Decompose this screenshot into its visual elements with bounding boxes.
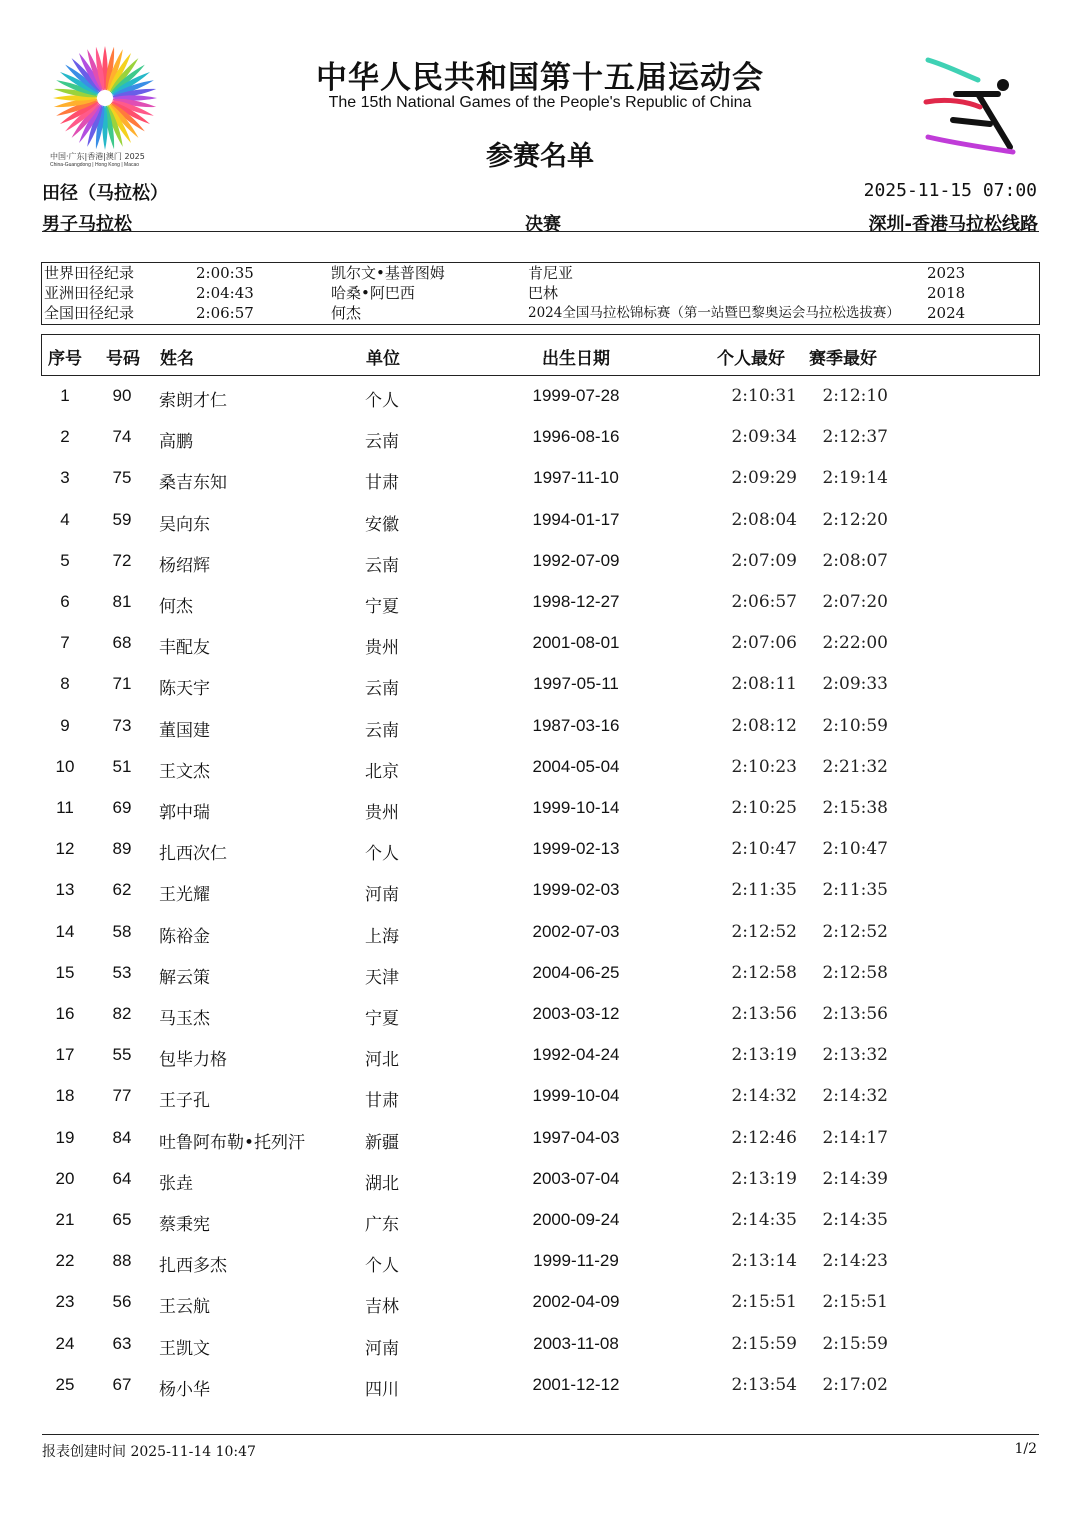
cell-name: 杨绍辉 bbox=[159, 555, 210, 576]
table-row bbox=[41, 747, 1038, 788]
cell-dob: 1987-03-16 bbox=[532, 715, 620, 735]
cell-dob: 2003-03-12 bbox=[532, 1004, 620, 1023]
cell-name: 陈裕金 bbox=[159, 926, 210, 947]
col-bib-header: 号码 bbox=[106, 349, 140, 369]
table-row bbox=[41, 829, 1038, 870]
cell-dob: 2002-07-03 bbox=[532, 921, 620, 941]
cell-unit: 河南 bbox=[365, 885, 399, 906]
cell-pb: 2:13:14 bbox=[731, 1251, 797, 1272]
record-athlete: 何杰 bbox=[331, 304, 362, 322]
cell-rank: 2 bbox=[60, 427, 70, 447]
record-time: 2:06:57 bbox=[196, 304, 254, 322]
col-pb-header: 个人最好 bbox=[717, 349, 785, 369]
cell-sb: 2:10:47 bbox=[822, 839, 888, 860]
cell-bib: 77 bbox=[112, 1086, 132, 1106]
cell-dob: 1997-05-11 bbox=[533, 674, 619, 694]
event-datetime: 2025-11-15 07:00 bbox=[863, 180, 1037, 201]
record-year: 2024 bbox=[927, 304, 966, 322]
cell-rank: 3 bbox=[60, 468, 70, 488]
cell-pb: 2:07:09 bbox=[731, 550, 797, 571]
cell-pb: 2:07:06 bbox=[731, 633, 797, 654]
cell-bib: 84 bbox=[112, 1127, 132, 1147]
table-row bbox=[41, 788, 1038, 829]
record-type: 亚洲田径纪录 bbox=[44, 284, 135, 302]
record-row bbox=[42, 303, 1039, 323]
cell-unit: 宁夏 bbox=[365, 1009, 399, 1029]
cell-dob: 1999-10-14 bbox=[532, 798, 620, 817]
cell-dob: 2000-09-24 bbox=[532, 1210, 620, 1229]
table-row bbox=[41, 953, 1038, 994]
record-year: 2018 bbox=[927, 284, 966, 302]
cell-unit: 云南 bbox=[365, 432, 399, 453]
logo-caption: 中国·广东|香港|澳门 2025 bbox=[50, 152, 145, 161]
cell-dob: 2003-07-04 bbox=[532, 1168, 620, 1188]
record-place: 巴林 bbox=[528, 284, 559, 302]
cell-rank: 15 bbox=[55, 962, 75, 982]
cell-sb: 2:15:38 bbox=[822, 798, 888, 818]
record-time: 2:04:43 bbox=[196, 284, 254, 302]
cell-bib: 72 bbox=[112, 550, 132, 570]
table-row bbox=[41, 1241, 1038, 1282]
table-row bbox=[41, 1282, 1038, 1323]
cell-name: 吴向东 bbox=[159, 514, 210, 535]
cell-sb: 2:19:14 bbox=[822, 468, 888, 489]
cell-rank: 7 bbox=[60, 633, 70, 653]
cell-sb: 2:14:39 bbox=[822, 1168, 888, 1189]
cell-dob: 1992-07-09 bbox=[532, 550, 620, 570]
cell-unit: 贵州 bbox=[365, 638, 399, 659]
cell-unit: 吉林 bbox=[365, 1297, 399, 1318]
cell-name: 王光耀 bbox=[159, 885, 210, 906]
cell-bib: 59 bbox=[112, 509, 132, 529]
cell-pb: 2:13:19 bbox=[731, 1045, 797, 1066]
cell-dob: 2002-04-09 bbox=[532, 1292, 620, 1312]
cell-dob: 1998-12-27 bbox=[532, 592, 620, 611]
cell-bib: 74 bbox=[112, 427, 132, 447]
cell-rank: 21 bbox=[55, 1210, 75, 1229]
cell-bib: 71 bbox=[112, 674, 132, 694]
cell-sb: 2:13:32 bbox=[822, 1045, 888, 1066]
cell-name: 桑吉东知 bbox=[159, 473, 227, 494]
cell-unit: 北京 bbox=[365, 761, 399, 782]
table-row bbox=[41, 417, 1038, 458]
cell-rank: 20 bbox=[55, 1168, 75, 1188]
record-row bbox=[42, 283, 1039, 303]
page-number: 1/2 bbox=[1014, 1441, 1037, 1457]
cell-name: 王云航 bbox=[159, 1297, 210, 1318]
cell-sb: 2:17:02 bbox=[822, 1374, 888, 1395]
cell-pb: 2:14:35 bbox=[731, 1210, 797, 1230]
cell-bib: 65 bbox=[112, 1210, 132, 1229]
record-athlete: 哈桑•阿巴西 bbox=[331, 284, 415, 302]
cell-sb: 2:12:58 bbox=[822, 962, 888, 983]
cell-pb: 2:08:12 bbox=[731, 715, 797, 736]
cell-bib: 64 bbox=[112, 1168, 132, 1188]
cell-sb: 2:14:35 bbox=[822, 1210, 888, 1230]
cell-bib: 82 bbox=[112, 1004, 132, 1023]
record-year: 2023 bbox=[927, 264, 966, 282]
cell-pb: 2:10:31 bbox=[731, 386, 797, 406]
cell-unit: 个人 bbox=[365, 391, 399, 411]
games-title-en: The 15th National Games of the People's Republic of China bbox=[328, 94, 752, 111]
cell-unit: 甘肃 bbox=[365, 1091, 399, 1112]
cell-bib: 58 bbox=[112, 921, 132, 941]
cell-dob: 2004-05-04 bbox=[532, 756, 620, 776]
cell-unit: 个人 bbox=[365, 1256, 399, 1277]
cell-rank: 4 bbox=[60, 509, 70, 529]
col-dob-header: 出生日期 bbox=[542, 349, 610, 369]
cell-pb: 2:12:46 bbox=[731, 1127, 797, 1148]
cell-rank: 12 bbox=[55, 839, 75, 859]
col-name-header: 姓名 bbox=[160, 349, 194, 369]
cell-unit: 甘肃 bbox=[365, 473, 399, 494]
cell-name: 包毕力格 bbox=[159, 1050, 227, 1071]
cell-bib: 88 bbox=[112, 1251, 132, 1271]
cell-unit: 贵州 bbox=[365, 803, 399, 823]
cell-unit: 广东 bbox=[365, 1215, 399, 1235]
table-row bbox=[41, 623, 1038, 664]
sport-name: 田径（马拉松） bbox=[42, 183, 168, 204]
cell-unit: 个人 bbox=[365, 844, 399, 865]
cell-sb: 2:10:59 bbox=[822, 715, 888, 736]
footer-divider bbox=[42, 1434, 1039, 1435]
cell-sb: 2:11:35 bbox=[822, 880, 888, 901]
cell-sb: 2:21:32 bbox=[822, 756, 888, 777]
cell-bib: 73 bbox=[112, 715, 132, 735]
cell-rank: 25 bbox=[55, 1374, 75, 1394]
table-row bbox=[41, 376, 1038, 417]
cell-rank: 11 bbox=[56, 798, 74, 817]
cell-bib: 53 bbox=[112, 962, 132, 982]
games-title-cn: 中华人民共和国第十五届运动会 bbox=[316, 60, 764, 96]
cell-unit: 云南 bbox=[365, 555, 399, 576]
cell-rank: 19 bbox=[55, 1127, 75, 1147]
cell-pb: 2:15:51 bbox=[731, 1292, 797, 1313]
cell-pb: 2:09:29 bbox=[731, 468, 797, 489]
table-row bbox=[41, 1035, 1038, 1076]
cell-bib: 62 bbox=[112, 880, 132, 900]
record-athlete: 凯尔文•基普图姆 bbox=[331, 264, 445, 282]
table-row bbox=[41, 1200, 1038, 1241]
cell-rank: 9 bbox=[60, 715, 70, 735]
cell-unit: 四川 bbox=[365, 1379, 399, 1400]
table-row bbox=[41, 1324, 1038, 1365]
cell-dob: 1999-10-04 bbox=[532, 1086, 620, 1106]
records-box bbox=[41, 262, 1040, 325]
cell-sb: 2:12:52 bbox=[822, 921, 888, 942]
cell-dob: 1999-07-28 bbox=[532, 386, 620, 405]
cell-name: 郭中瑞 bbox=[159, 803, 210, 823]
cell-sb: 2:14:23 bbox=[822, 1251, 888, 1272]
cell-dob: 1999-11-29 bbox=[533, 1251, 619, 1271]
event-venue: 深圳-香港马拉松线路 bbox=[868, 214, 1038, 235]
logo-caption-en: China-Guangdong | Hong Kong | Macao bbox=[50, 162, 140, 168]
record-time: 2:00:35 bbox=[196, 264, 254, 282]
cell-name: 索朗才仁 bbox=[159, 391, 227, 411]
record-type: 全国田径纪录 bbox=[44, 304, 135, 322]
cell-rank: 16 bbox=[55, 1004, 75, 1023]
cell-unit: 河北 bbox=[365, 1050, 399, 1071]
cell-pb: 2:11:35 bbox=[731, 880, 797, 901]
record-row bbox=[42, 263, 1039, 283]
cell-sb: 2:07:20 bbox=[822, 592, 888, 612]
cell-bib: 63 bbox=[112, 1333, 132, 1353]
table-header bbox=[41, 334, 1040, 376]
event-name: 男子马拉松 bbox=[42, 214, 132, 235]
cell-pb: 2:10:25 bbox=[731, 798, 797, 818]
cell-dob: 1999-02-13 bbox=[532, 839, 620, 859]
table-row bbox=[41, 541, 1038, 582]
record-place: 肯尼亚 bbox=[528, 264, 574, 282]
cell-bib: 55 bbox=[112, 1045, 132, 1065]
cell-rank: 22 bbox=[55, 1251, 75, 1271]
cell-name: 扎西次仁 bbox=[159, 844, 227, 865]
cell-name: 吐鲁阿布勒•托列汗 bbox=[159, 1132, 306, 1153]
report-created-time: 报表创建时间 2025-11-14 10:47 bbox=[42, 1444, 256, 1460]
cell-unit: 上海 bbox=[365, 926, 399, 947]
cell-name: 高鹏 bbox=[159, 432, 193, 453]
cell-rank: 13 bbox=[55, 880, 75, 900]
cell-sb: 2:12:20 bbox=[822, 509, 888, 530]
table-row bbox=[41, 1118, 1038, 1159]
table-row bbox=[41, 994, 1038, 1035]
record-place: 2024全国马拉松锦标赛（第一站暨巴黎奥运会马拉松选拔赛） bbox=[528, 305, 900, 321]
cell-pb: 2:13:19 bbox=[731, 1168, 797, 1189]
cell-pb: 2:08:04 bbox=[731, 509, 797, 530]
cell-name: 扎西多杰 bbox=[159, 1256, 227, 1277]
cell-unit: 宁夏 bbox=[365, 597, 399, 617]
cell-name: 丰配友 bbox=[159, 638, 210, 659]
cell-pb: 2:06:57 bbox=[731, 592, 797, 612]
cell-unit: 安徽 bbox=[365, 514, 399, 535]
cell-name: 何杰 bbox=[159, 597, 193, 617]
table-row bbox=[41, 664, 1038, 705]
cell-dob: 1999-02-03 bbox=[532, 880, 620, 900]
cell-dob: 1994-01-17 bbox=[532, 509, 620, 529]
cell-pb: 2:10:23 bbox=[731, 756, 797, 777]
cell-unit: 新疆 bbox=[365, 1132, 399, 1153]
cell-dob: 2001-12-12 bbox=[532, 1374, 620, 1394]
cell-sb: 2:15:59 bbox=[822, 1333, 888, 1354]
cell-bib: 51 bbox=[112, 756, 132, 776]
cell-dob: 1997-11-10 bbox=[533, 468, 619, 488]
cell-sb: 2:14:17 bbox=[822, 1127, 888, 1148]
cell-unit: 湖北 bbox=[365, 1173, 399, 1194]
cell-sb: 2:13:56 bbox=[822, 1004, 888, 1024]
cell-dob: 1997-04-03 bbox=[532, 1127, 620, 1147]
cell-sb: 2:09:33 bbox=[822, 674, 888, 695]
table-row bbox=[41, 1076, 1038, 1117]
list-title: 参赛名单 bbox=[486, 141, 594, 172]
cell-sb: 2:08:07 bbox=[822, 550, 888, 571]
cell-unit: 云南 bbox=[365, 679, 399, 700]
event-round: 决赛 bbox=[525, 214, 561, 235]
cell-pb: 2:09:34 bbox=[731, 427, 797, 448]
cell-sb: 2:12:10 bbox=[822, 386, 888, 406]
cell-rank: 23 bbox=[55, 1292, 75, 1312]
cell-bib: 69 bbox=[112, 798, 132, 817]
cell-pb: 2:08:11 bbox=[731, 674, 797, 695]
cell-rank: 24 bbox=[55, 1333, 75, 1353]
table-row bbox=[41, 870, 1038, 911]
cell-pb: 2:13:56 bbox=[731, 1004, 797, 1024]
cell-pb: 2:14:32 bbox=[731, 1086, 797, 1107]
cell-pb: 2:10:47 bbox=[731, 839, 797, 860]
cell-dob: 1992-04-24 bbox=[532, 1045, 620, 1065]
cell-name: 董国建 bbox=[159, 720, 210, 741]
col-sb-header: 赛季最好 bbox=[809, 349, 877, 369]
cell-pb: 2:12:52 bbox=[731, 921, 797, 942]
table-row bbox=[41, 706, 1038, 747]
cell-rank: 17 bbox=[55, 1045, 75, 1065]
table-row bbox=[41, 458, 1038, 499]
cell-sb: 2:14:32 bbox=[822, 1086, 888, 1107]
cell-sb: 2:22:00 bbox=[822, 633, 888, 654]
cell-dob: 2004-06-25 bbox=[532, 962, 620, 982]
cell-unit: 天津 bbox=[365, 967, 399, 988]
cell-unit: 河南 bbox=[365, 1338, 399, 1359]
cell-sb: 2:12:37 bbox=[822, 427, 888, 448]
cell-rank: 5 bbox=[60, 550, 70, 570]
table-row bbox=[41, 1159, 1038, 1200]
cell-bib: 56 bbox=[112, 1292, 132, 1312]
cell-dob: 2001-08-01 bbox=[532, 633, 620, 653]
cell-name: 解云策 bbox=[159, 967, 210, 988]
cell-name: 蔡秉宪 bbox=[159, 1215, 210, 1235]
cell-rank: 10 bbox=[55, 756, 75, 776]
cell-pb: 2:12:58 bbox=[731, 962, 797, 983]
cell-bib: 90 bbox=[112, 386, 132, 405]
record-type: 世界田径纪录 bbox=[44, 264, 135, 282]
col-unit-header: 单位 bbox=[366, 349, 400, 369]
cell-rank: 1 bbox=[60, 386, 70, 405]
cell-name: 王文杰 bbox=[159, 761, 210, 782]
cell-name: 王子孔 bbox=[159, 1091, 210, 1112]
cell-name: 陈天宇 bbox=[159, 679, 210, 700]
cell-rank: 6 bbox=[60, 592, 70, 611]
cell-sb: 2:15:51 bbox=[822, 1292, 888, 1313]
table-row bbox=[41, 582, 1038, 623]
cell-unit: 云南 bbox=[365, 720, 399, 741]
cell-bib: 81 bbox=[112, 592, 132, 611]
cell-bib: 89 bbox=[112, 839, 132, 859]
cell-name: 马玉杰 bbox=[159, 1009, 210, 1029]
cell-name: 王凯文 bbox=[159, 1338, 210, 1359]
table-row bbox=[41, 912, 1038, 953]
cell-pb: 2:15:59 bbox=[731, 1333, 797, 1354]
cell-bib: 75 bbox=[112, 468, 132, 488]
cell-bib: 67 bbox=[112, 1374, 132, 1394]
cell-name: 杨小华 bbox=[159, 1379, 210, 1400]
cell-bib: 68 bbox=[112, 633, 132, 653]
header-divider bbox=[42, 231, 1039, 232]
cell-rank: 8 bbox=[60, 674, 70, 694]
cell-dob: 1996-08-16 bbox=[532, 427, 620, 447]
cell-rank: 14 bbox=[55, 921, 75, 941]
cell-rank: 18 bbox=[55, 1086, 75, 1106]
cell-pb: 2:13:54 bbox=[731, 1374, 797, 1395]
cell-name: 张垚 bbox=[159, 1173, 193, 1194]
cell-dob: 2003-11-08 bbox=[533, 1333, 619, 1353]
col-rank-header: 序号 bbox=[48, 349, 82, 369]
table-row bbox=[41, 1365, 1038, 1406]
table-row bbox=[41, 500, 1038, 541]
